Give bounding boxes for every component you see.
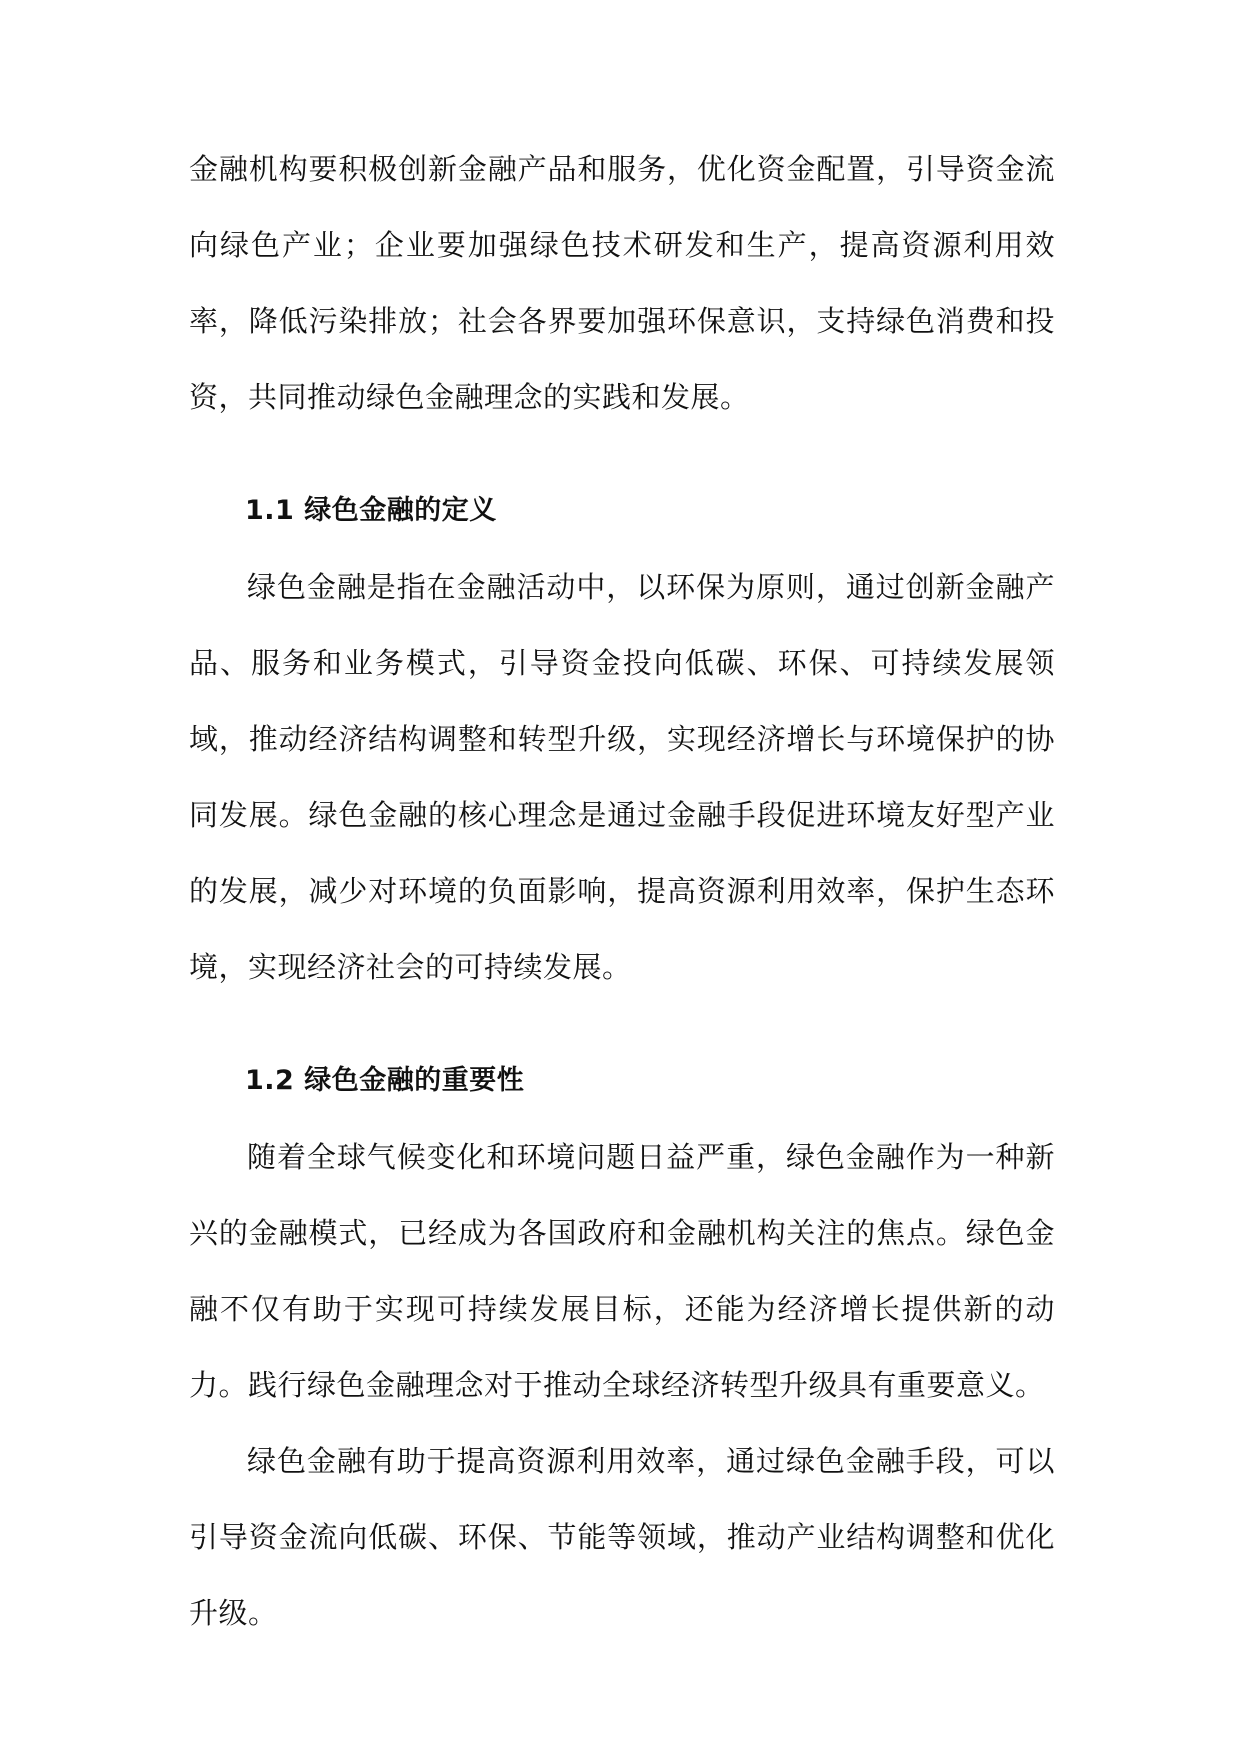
section-heading-definition: 1.1 绿色金融的定义 [245, 495, 497, 526]
intro-paragraph: 金融机构要积极创新金融产品和服务，优化资金配置，引导资金流向绿色产业；企业要加强绿色技术研发和生产，提高资源利用效率，降低污染排放；社会各界要加强环保意识，支持绿色消费和投资，共同推动绿色金融理念的实践和发展。 [189, 152, 1055, 414]
importance-paragraph-2: 绿色金融有助于提高资源利用效率，通过绿色金融手段，可以引导资金流向低碳、环保、节能等领域，推动产业结构调整和优化升级。 [189, 1444, 1055, 1630]
section-spacer [189, 435, 1055, 473]
section-heading-importance: 1.2 绿色金融的重要性 [245, 1065, 525, 1096]
section-spacer [189, 1005, 1055, 1043]
definition-paragraph: 绿色金融是指在金融活动中，以环保为原则，通过创新金融产品、服务和业务模式，引导资金投向低碳、环保、可持续发展领域，推动经济结构调整和转型升级，实现经济增长与环境保护的协同发展。绿色金融的核心理念是通过金融手段促进环境友好型产业的发展，减少对环境的负面影响，提高资源利用效率，保护生态环境，实现经济社会的可持续发展。 [189, 570, 1055, 984]
importance-paragraph-1: 随着全球气候变化和环境问题日益严重，绿色金融作为一种新兴的金融模式，已经成为各国政府和金融机构关注的焦点。绿色金融不仅有助于实现可持续发展目标，还能为经济增长提供新的动力。践行绿色金融理念对于推动全球经济转型升级具有重要意义。 [189, 1140, 1055, 1402]
document-body [189, 131, 1055, 1651]
